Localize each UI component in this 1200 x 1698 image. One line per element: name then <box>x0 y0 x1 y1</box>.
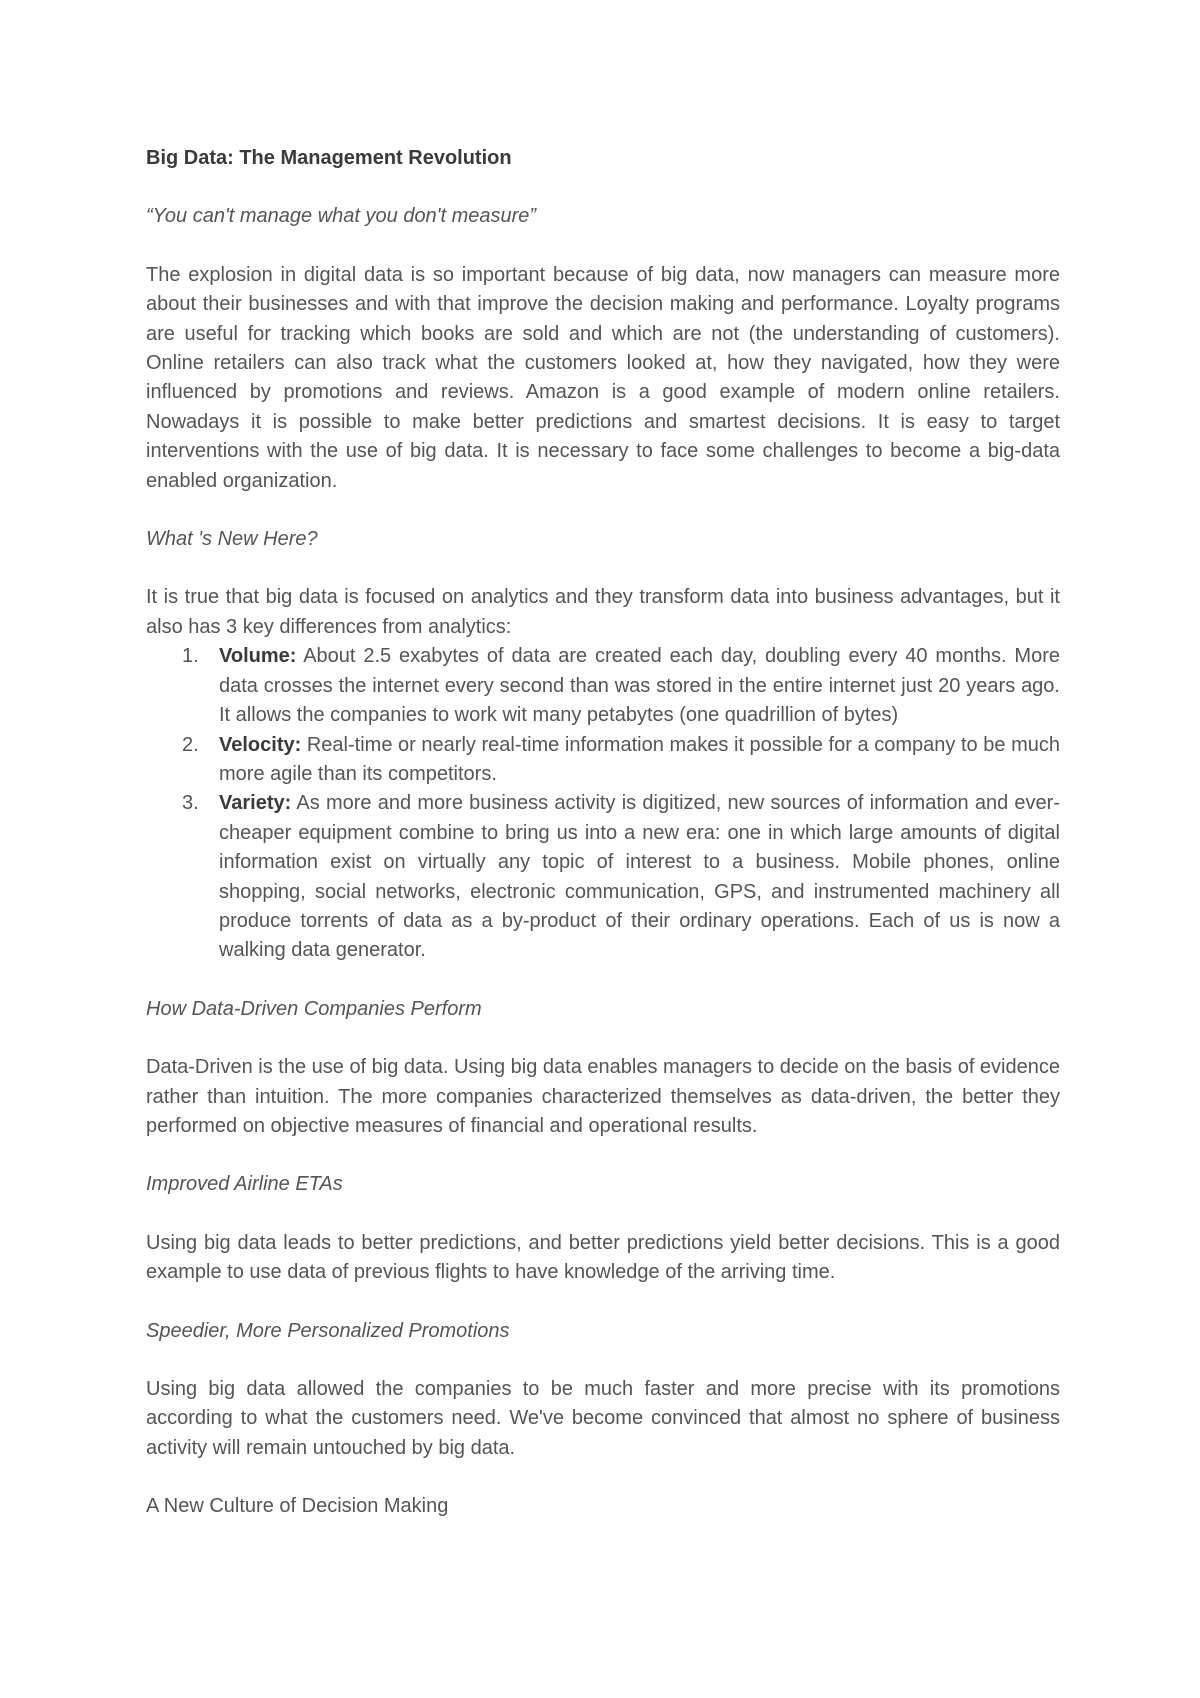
key-differences-list <box>146 642 1060 965</box>
list-number: 3. <box>182 792 199 815</box>
list-text: About 2.5 exabytes of data are created each day, doubling every 40 months. More data crosses the internet every second than was stored in the entire internet just 20 years ago. It allows the companies to work wit many petabytes (one quadrillion of bytes) <box>219 645 1060 727</box>
list-term: Velocity: <box>219 733 302 756</box>
list-item-velocity <box>146 731 1060 790</box>
intro-paragraph: The explosion in digital data is so important because of big data, now managers can measure more about their businesses and with that improve the decision making and performance. Loyalty programs are useful for tracking which books are sold and which are not (the understanding of customers). Online retailers can also track what the customers looked at, how they navigated, how they were influenced by promotions and reviews. Amazon is a good example of modern online retailers. Nowadays it is possible to make better predictions and smartest decisions. It is easy to target interventions with the use of big data. It is necessary to face some challenges to become a big-data enabled organization. <box>146 263 1060 492</box>
section-heading-data-driven: How Data-Driven Companies Perform <box>146 997 482 1020</box>
section-heading-airline: Improved Airline ETAs <box>146 1173 343 1196</box>
document-body <box>146 144 1060 1522</box>
list-text: Real-time or nearly real-time information makes it possible for a company to be much more agile than its competitors. <box>219 733 1060 785</box>
data-driven-paragraph: Data-Driven is the use of big data. Using big data enables managers to decide on the basis of evidence rather than intuition. The more companies characterized themselves as data-driven, the better they performed on objective measures of financial and operational results. <box>146 1056 1060 1137</box>
list-item-volume <box>146 642 1060 730</box>
list-number: 2. <box>182 733 199 756</box>
opening-quote: “You can't manage what you don't measure” <box>146 205 537 228</box>
list-text: As more and more business activity is digitized, new sources of information and ever-cheaper equipment combine to bring us into a new era: one in which large amounts of digital information exist on virtually any topic of interest to a business. Mobile phones, online shopping, social networks, electronic communication, GPS, and instrumented machinery all produce torrents of data as a by-product of their ordinary operations. Each of us is now a walking data generator. <box>219 792 1060 962</box>
section-heading-promotions: Speedier, More Personalized Promotions <box>146 1319 510 1342</box>
list-term: Variety: <box>219 792 292 815</box>
list-item-variety <box>146 789 1060 965</box>
document-title: Big Data: The Management Revolution <box>146 147 512 169</box>
whats-new-lead-paragraph: It is true that big data is focused on analytics and they transform data into business advantages, but it also has 3 key differences from analytics: <box>146 586 1060 638</box>
list-number: 1. <box>182 645 199 668</box>
list-term: Volume: <box>219 645 297 668</box>
airline-paragraph: Using big data leads to better predictions, and better predictions yield better decisions. This is a good example to use data of previous flights to have knowledge of the arriving time. <box>146 1231 1060 1284</box>
promotions-paragraph: Using big data allowed the companies to be much faster and more precise with its promotions according to what the customers need. We've become convinced that almost no sphere of business activity will remain untouched by big data. <box>146 1378 1060 1459</box>
section-heading-whats-new: What 's New Here? <box>146 528 318 551</box>
section-heading-culture: A New Culture of Decision Making <box>146 1495 449 1518</box>
